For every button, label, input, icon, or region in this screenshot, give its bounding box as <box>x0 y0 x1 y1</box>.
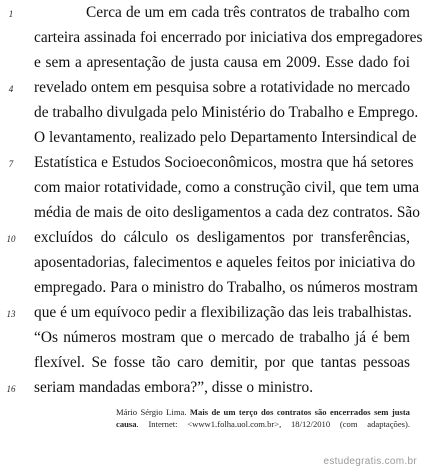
line-number: 4 <box>8 84 14 94</box>
citation-title: Mais de um terço dos contratos são encerrados sem justa <box>189 407 410 417</box>
passage-line: O levantamento, realizado pelo Departamento Intersindical de <box>34 129 417 146</box>
passage-line: de trabalho divulgada pelo Ministério do Trabalho e Emprego. <box>34 104 419 121</box>
passage-line: “Os números mostram que o mercado de trabalho já é bem <box>34 329 410 346</box>
site-watermark: estudegratis.com.br <box>323 456 417 467</box>
citation-author: Mário Sérgio Lima. <box>116 407 187 417</box>
source-citation <box>116 406 410 430</box>
line-number: 16 <box>6 384 16 394</box>
line-number: 7 <box>8 159 14 169</box>
line-number: 10 <box>6 234 16 244</box>
citation-title-end: causa <box>116 419 137 429</box>
passage-line: revelado ontem em pesquisa sobre a rotatividade no mercado <box>34 79 411 96</box>
citation-row-2 <box>116 418 410 430</box>
passage-line: com maior rotatividade, como a construção civil, que tem uma <box>34 179 420 196</box>
passage-line: seriam mandadas embora?”, disse o ministro. <box>34 379 314 396</box>
passage-line: empregado. Para o ministro do Trabalho, os números mostram <box>34 279 418 296</box>
passage-line: Cerca de um em cada três contratos de trabalho com <box>86 4 410 21</box>
citation-reference: . Internet: <www1.folha.uol.com.br>, 18/12/2010 (com adaptações). <box>136 419 410 429</box>
citation-row-1 <box>116 406 410 418</box>
line-number: 1 <box>8 9 14 19</box>
line-number: 13 <box>6 309 16 319</box>
passage-line: que é um equívoco pedir a flexibilização das leis trabalhistas. <box>34 304 412 321</box>
passage-line: carteira assinada foi encerrado por iniciativa dos empregadores <box>34 29 423 46</box>
passage-line: média de mais de oito desligamentos a cada dez contratos. São <box>34 204 420 221</box>
passage-line: aposentadorias, falecimentos e aqueles feitos por iniciativa do <box>34 254 416 271</box>
passage-line: excluídos do cálculo os desligamentos por transferências, <box>34 229 410 246</box>
passage-line: Estatística e Estudos Socioeconômicos, mostra que há setores <box>34 154 414 171</box>
passage-line: flexível. Se fosse tão caro demitir, por que tantas pessoas <box>34 354 410 371</box>
passage-line: e sem a apresentação de justa causa em 2009. Esse dado foi <box>34 54 410 71</box>
